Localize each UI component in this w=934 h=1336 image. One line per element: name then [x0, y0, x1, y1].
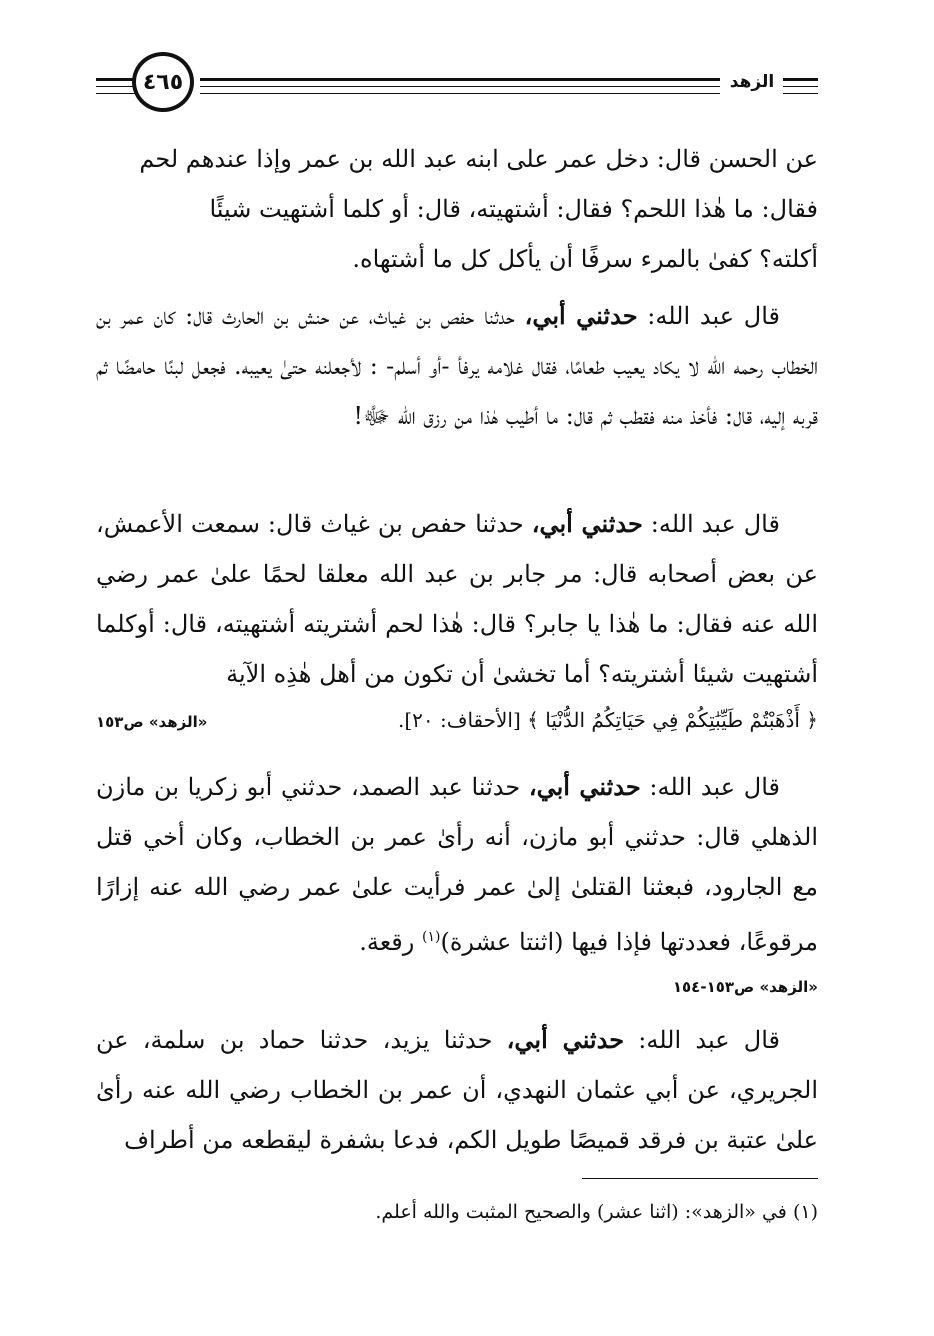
- paragraph-line: فقال: ما هٰذا اللحم؟ فقال: أشتهيته، قال: أو كلما أشتهيت شيئًا: [209, 195, 818, 223]
- quran-verse: ﴿ أَذْهَبْتُمْ طَيِّبَٰتِكُمْ فِي حَيَاتِكُمُ الدُّنْيَا ﴾ [الأحقاف: ٢٠].: [397, 708, 818, 732]
- paragraph-1: [96, 134, 818, 284]
- page-number: ٤٦٥: [142, 69, 184, 95]
- narration-chain-bold: حدثني أبي،: [531, 509, 643, 538]
- narration-chain-bold: حدثني أبي،: [528, 772, 641, 801]
- header-rule: [783, 86, 818, 87]
- footnote-text: في «الزهد»: (اثنا عشر) والصحيح المثبت والله أعلم.: [375, 1201, 787, 1223]
- narration-end: رقعة.: [359, 928, 422, 956]
- hadith-text: [96, 762, 818, 967]
- header-rule: [783, 93, 818, 94]
- narration-prefix: قال عبد الله:: [649, 773, 780, 801]
- footnote-separator: [582, 1178, 818, 1179]
- narration-prefix: قال عبد الله:: [647, 302, 780, 330]
- page-number-badge: [132, 52, 194, 112]
- hadith-text: [96, 499, 818, 699]
- header-rule: [200, 86, 720, 87]
- paragraph-4: [96, 762, 818, 1007]
- hadith-text: [96, 1015, 818, 1165]
- quran-verse-line: [96, 699, 818, 743]
- narration-body: حدثنا عبد الصمد، حدثني أبو زكريا بن مازن الذهلي قال: حدثني أبو مازن، أنه رأىٰ عمر بن الخطاب، وكان أخي قتل مع الجارود، فبعثنا القتلىٰ إلىٰ عمر فرأيت علىٰ عمر رضي الله عنه إزارًا مرقوعًا، فعددتها فإذا فيها (اثنتا عشرة): [96, 773, 818, 956]
- hadith-text: [96, 291, 818, 441]
- paragraph-5: [96, 1015, 818, 1165]
- source-reference: «الزهد» ص١٥٣-١٥٤: [672, 978, 818, 996]
- footnote: [96, 1192, 818, 1232]
- narration-body: حدثنا حفص بن غياث، عن حنش بن الحارث قال: كان عمر بن الخطاب رحمه الله لا يكاد يعيب طعامًا، فقال غلامه يرفأ -أو أسلم- : لأجعلنه حتىٰ يعيبه. فجعل لبنًا حامضًا ثم قربه إليه، قال: فأخذ منه فقطب ثم قال: ما أطيب هٰذا من رزق الله ﷻ!: [96, 302, 818, 430]
- narration-chain-bold: حدثني أبي،: [506, 1025, 625, 1054]
- footnote-marker: (١): [422, 929, 441, 945]
- narration-prefix: قال عبد الله:: [638, 1026, 780, 1054]
- source-reference: «الزهد» ص١٥٣: [96, 713, 208, 731]
- header-rule: [96, 93, 136, 94]
- paragraph-2: [96, 291, 818, 441]
- narration-prefix: قال عبد الله:: [650, 510, 780, 538]
- header-rule: [200, 93, 720, 94]
- header-rule: [200, 78, 720, 81]
- narration-body: حدثنا حفص بن غياث قال: سمعت الأعمش، عن بعض أصحابه قال: مر جابر بن عبد الله معلقا لحمًا علىٰ عمر رضي الله عنه فقال: ما هٰذا يا جابر؟ قال: هٰذا لحم أشتريته أشتهيته، قال: أوكلما أشتهيت شيئا أشتريته؟ أما تخشىٰ أن تكون من أهل هٰذِه الآية: [96, 510, 818, 688]
- header-rule: [96, 86, 136, 87]
- paragraph-3: [96, 499, 818, 743]
- footnote-number: (١): [792, 1201, 818, 1223]
- running-title: الزهد: [722, 72, 782, 92]
- paragraph-line: عن الحسن قال: دخل عمر على ابنه عبد الله بن عمر وإذا عندهم لحم: [139, 145, 818, 173]
- page-header: [0, 0, 934, 130]
- paragraph-line: أكلته؟ كفىٰ بالمرء سرفًا أن يأكل كل ما أشتهاه.: [352, 245, 818, 273]
- narration-chain-bold: حدثني أبي،: [524, 301, 638, 330]
- narration-body: حدثنا يزيد، حدثنا حماد بن سلمة، عن الجريري، عن أبي عثمان النهدي، أن عمر بن الخطاب رضي الله عنه رأىٰ علىٰ عتبة بن فرقد قميصًا طويل الكم، فدعا بشفرة ليقطعه من أطراف: [96, 1026, 818, 1154]
- header-rule: [783, 78, 818, 81]
- header-rule: [96, 78, 136, 81]
